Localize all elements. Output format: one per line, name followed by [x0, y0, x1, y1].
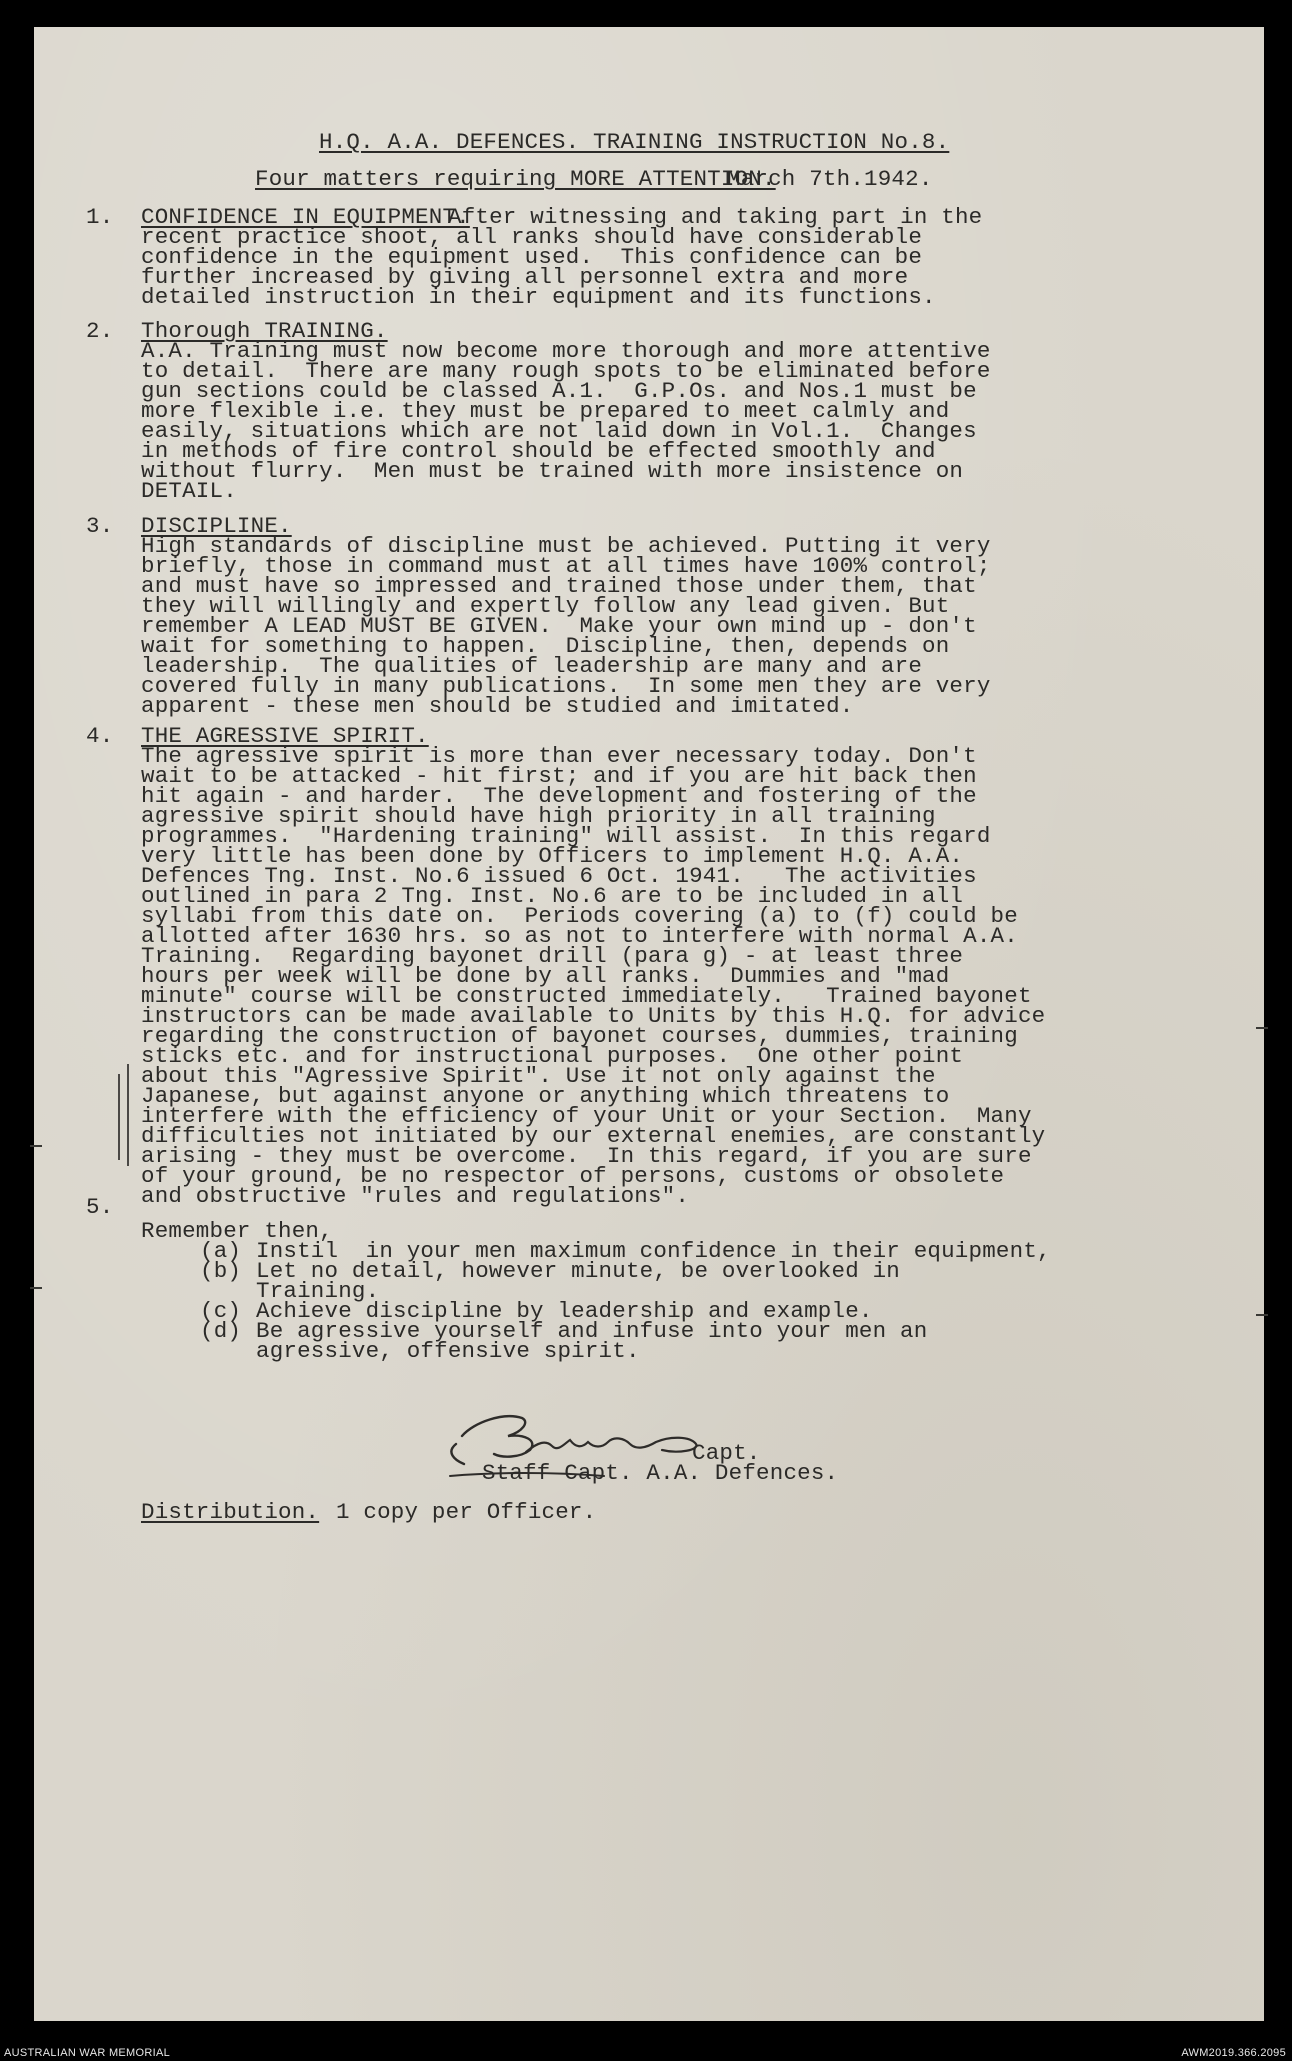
section-1-line: recent practice shoot, all ranks should have considerable — [141, 224, 923, 250]
section-4-line: allotted after 1630 hrs. so as not to interfere with normal A.A. — [141, 923, 1018, 949]
archive-footer-left: AUSTRALIAN WAR MEMORIAL — [4, 2047, 171, 2059]
section-4-line: Japanese, but against anyone or anything which threatens to — [141, 1083, 950, 1109]
section-2-line: easily, situations which are not laid down in Vol.1. Changes — [141, 418, 977, 444]
distribution-text: 1 copy per Officer. — [336, 1499, 597, 1525]
section-4-line: wait to be attacked - hit first; and if you are hit back then — [141, 763, 977, 789]
section-3-line: they will willingly and expertly follow any lead given. But — [141, 593, 950, 619]
section-2-line: in methods of fire control should be effected smoothly and — [141, 438, 936, 464]
signature-title: Staff Capt. A.A. Defences. — [482, 1460, 839, 1486]
summary-item-text: Training. — [256, 1278, 380, 1304]
section-3-heading: DISCIPLINE. — [141, 513, 292, 539]
section-4-line: of your ground, be no respector of persons, customs or obsolete — [141, 1163, 1005, 1189]
section-4-line: Defences Tng. Inst. No.6 issued 6 Oct. 1941. The activities — [141, 863, 977, 889]
section-3-line: and must have so impressed and trained those under them, that — [141, 573, 977, 599]
archive-footer-right: AWM2019.366.2095 — [1181, 2047, 1286, 2059]
edge-mark — [1256, 1314, 1268, 1316]
summary-item-text: Let no detail, however minute, be overlooked in — [256, 1258, 901, 1284]
section-5-number: 5. — [86, 1194, 114, 1220]
summary-item-text: Be agressive yourself and infuse into your men an — [256, 1318, 928, 1344]
section-4-line: Training. Regarding bayonet drill (para g) - at least three — [141, 943, 964, 969]
signature-rank: Capt. — [692, 1440, 761, 1466]
section-4-line: hours per week will be done by all ranks. Dummies and "mad — [141, 963, 950, 989]
section-4-line: syllabi from this date on. Periods covering (a) to (f) could be — [141, 903, 1018, 929]
section-4-heading: THE AGRESSIVE SPIRIT. — [141, 723, 429, 749]
section-2-line: to detail. There are many rough spots to be eliminated before — [141, 358, 991, 384]
section-1-line: further increased by giving all personnel extra and more — [141, 264, 909, 290]
section-3-line: remember A LEAD MUST BE GIVEN. Make your own mind up - don't — [141, 613, 977, 639]
section-4-line: instructors can be made available to Units by this H.Q. for advice — [141, 1003, 1046, 1029]
section-3-line: High standards of discipline must be achieved. Putting it very — [141, 533, 991, 559]
margin-mark — [118, 1074, 120, 1160]
section-4-line: agressive spirit should have high priority in all training — [141, 803, 936, 829]
section-4-line: hit again - and harder. The development and fostering of the — [141, 783, 977, 809]
section-3-line: apparent - these men should be studied and imitated. — [141, 693, 854, 719]
edge-mark — [30, 1287, 42, 1289]
section-2-line: more flexible i.e. they must be prepared to meet calmly and — [141, 398, 950, 424]
section-3-number: 3. — [86, 513, 114, 539]
edge-mark — [1256, 1027, 1268, 1029]
summary-item-text: agressive, offensive spirit. — [256, 1338, 640, 1364]
section-4-line: outlined in para 2 Tng. Inst. No.6 are to be included in all — [141, 883, 964, 909]
section-2-heading: Thorough TRAINING. — [141, 318, 388, 344]
summary-item-text: Achieve discipline by leadership and example. — [256, 1298, 873, 1324]
summary-item-label: (a) — [200, 1238, 242, 1264]
document-page — [34, 27, 1264, 2021]
section-1-heading: CONFIDENCE IN EQUIPMENT. — [141, 204, 470, 230]
section-2-line: without flurry. Men must be trained with more insistence on — [141, 458, 964, 484]
section-2-line: gun sections could be classed A.1. G.P.Os. and Nos.1 must be — [141, 378, 977, 404]
section-3-line: leadership. The qualities of leadership are many and are — [141, 653, 923, 679]
section-1-first-line: After witnessing and taking part in the — [448, 204, 983, 230]
summary-item-text: Instil in your men maximum confidence in their equipment, — [256, 1238, 1051, 1264]
section-4-line: The agressive spirit is more than ever necessary today. Don't — [141, 743, 977, 769]
section-4-line: minute" course will be constructed immediately. Trained bayonet — [141, 983, 1032, 1009]
section-4-line: about this "Agressive Spirit". Use it not only against the — [141, 1063, 936, 1089]
section-4-line: difficulties not initiated by our external enemies, are constantly — [141, 1123, 1046, 1149]
section-4-line: sticks etc. and for instructional purposes. One other point — [141, 1043, 964, 1069]
section-3-line: briefly, those in command must at all times have 100% control; — [141, 553, 991, 579]
summary-item-label: (c) — [200, 1298, 242, 1324]
section-4-line: interfere with the efficiency of your Unit or your Section. Many — [141, 1103, 1032, 1129]
section-4-line: very little has been done by Officers to implement H.Q. A.A. — [141, 843, 964, 869]
section-3-line: covered fully in many publications. In some men they are very — [141, 673, 991, 699]
distribution-label: Distribution. — [141, 1499, 320, 1525]
section-4-number: 4. — [86, 723, 114, 749]
section-4-line: regarding the construction of bayonet courses, dummies, training — [141, 1023, 1018, 1049]
document-subtitle: Four matters requiring MORE ATTENTION. — [255, 166, 776, 192]
document-title: H.Q. A.A. DEFENCES. TRAINING INSTRUCTION No.8. — [319, 129, 950, 155]
summary-item-label: (d) — [200, 1318, 242, 1344]
section-4-line: arising - they must be overcome. In this regard, if you are sure — [141, 1143, 1032, 1169]
section-1-number: 1. — [86, 204, 114, 230]
section-2-number: 2. — [86, 318, 114, 344]
edge-mark — [30, 1145, 42, 1147]
section-1-line: confidence in the equipment used. This confidence can be — [141, 244, 923, 270]
section-2-line: A.A. Training must now become more thorough and more attentive — [141, 338, 991, 364]
margin-mark — [127, 1064, 129, 1166]
summary-item-label: (b) — [200, 1258, 242, 1284]
section-4-line: programmes. "Hardening training" will assist. In this regard — [141, 823, 991, 849]
section-4-line: and obstructive "rules and regulations". — [141, 1183, 690, 1209]
section-5-intro: Remember then, — [141, 1218, 333, 1244]
section-3-line: wait for something to happen. Discipline, then, depends on — [141, 633, 950, 659]
section-2-line: DETAIL. — [141, 478, 237, 504]
section-1-line: detailed instruction in their equipment and its functions. — [141, 284, 936, 310]
document-date: March 7th.1942. — [727, 166, 933, 192]
